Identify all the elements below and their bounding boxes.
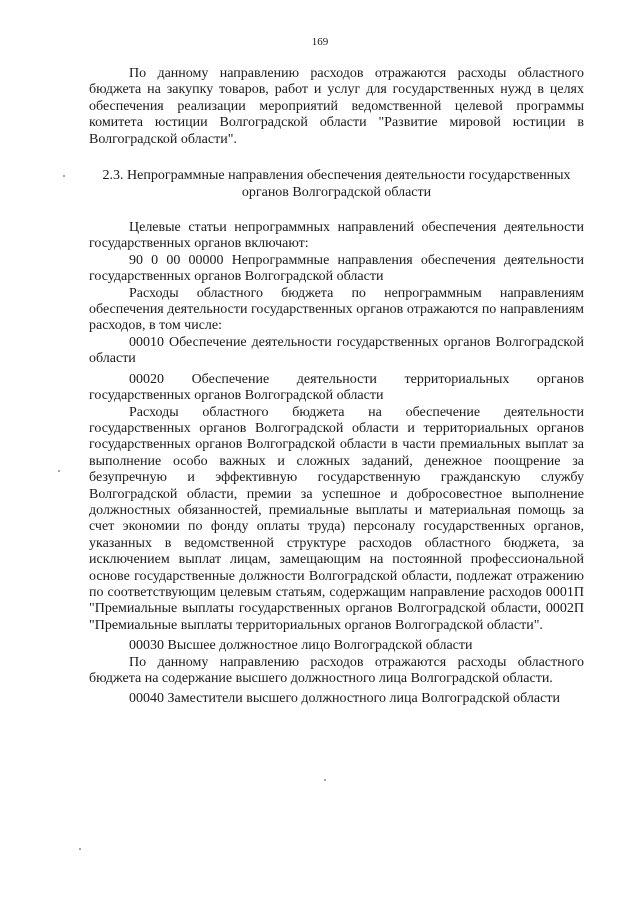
paragraph-code-00010: 00010 Обеспечение деятельности государственных органов Волгоградской области xyxy=(89,334,584,367)
document-body xyxy=(89,66,584,708)
paragraph-code-00020: 00020 Обеспечение деятельности территориальных органов государственных органов Волгоградской области xyxy=(89,371,584,404)
paragraph-code-00030: 00030 Высшее должностное лицо Волгоградской области xyxy=(129,638,473,654)
scan-speck xyxy=(58,470,60,472)
paragraph-code-90: 90 0 00 00000 Непрограммные направления обеспечения деятельности государственных органов Волгоградской области xyxy=(89,252,584,285)
section-heading: 2.3. Непрограммные направления обеспечения деятельности государственных органов Волгоградской области xyxy=(102,168,571,201)
paragraph-target-articles: Целевые статьи непрограммных направлений обеспечения деятельности государственных органов включают: xyxy=(89,220,584,252)
scan-speck xyxy=(324,779,326,781)
scan-speck xyxy=(63,175,65,177)
paragraph-highest-official: По данному направлению расходов отражаются расходы областного бюджета на содержание высшего должностного лица Волгоградской области. xyxy=(89,654,584,686)
page-number: 169 xyxy=(311,36,329,48)
paragraph-bonus-payments: Расходы областного бюджета на обеспечение деятельности государственных органов Волгоградской области и территориальных органов государственных органов Волгоградской области в части премиальных выплат за выполнение особо важных и сложных заданий, денежное поощрение за безупречную и эффективную государственную гражданскую службу Волгоградской области, премии за успешное и добросовестное выполнение должностных обязанностей, премиальные выплаты и материальная помощь за счет экономии по фонду оплаты труда) персоналу государственных органов, указанных в ведомственной структуре расходов областного бюджета, за исключением выплат лицам, замещающим на постоянной профессиональной основе государственные должности Волгоградской области, подлежат отражению по соответствующим целевым статьям, содержащим направление расходов 0001П "Премиальные выплаты государственных органов Волгоградской области, 0002П "Премиальные выплаты территориальных органов Волгоградской области". xyxy=(89,404,584,633)
paragraph-intro: По данному направлению расходов отражаются расходы областного бюджета на закупку товаров, работ и услуг для государственных нужд в целях обеспечения реализации мероприятий ведомственной целевой программы комитета юстиции Волгоградской области "Развитие мировой юстиции в Волгоградской области". xyxy=(89,66,584,147)
paragraph-code-00040: 00040 Заместители высшего должностного лица Волгоградской области xyxy=(129,691,560,707)
scan-speck xyxy=(79,848,81,850)
paragraph-expenses: Расходы областного бюджета по непрограммным направлениям обеспечения деятельности государственных органов отражаются по направлениям расходов, в том числе: xyxy=(89,285,584,334)
